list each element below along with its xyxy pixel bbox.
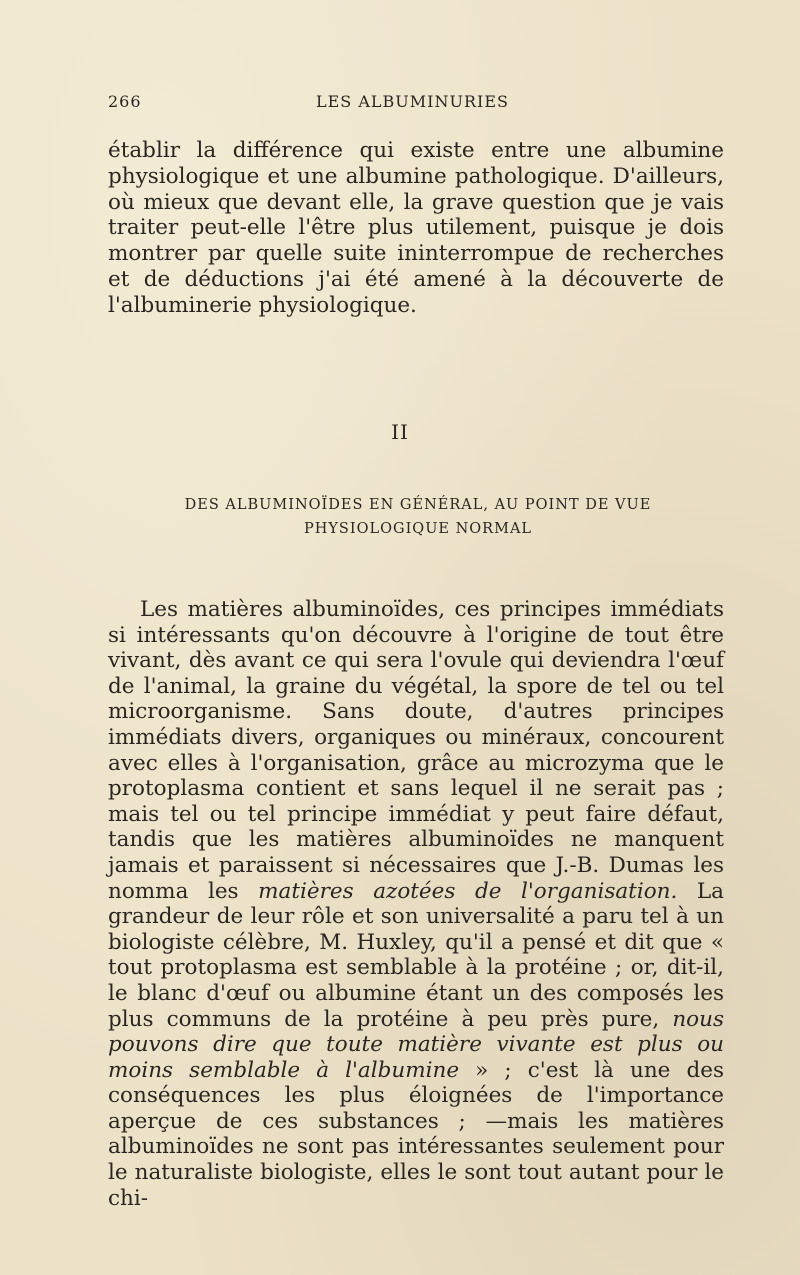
body-text-part-3: » ; c'est là une des conséquences les plus éloignées de l'importance aperçue de ces substances ; —mais les matières albuminoïdes ne sont pas intéressantes seulement pour le naturaliste biologiste, elles le sont tout autant pour le chi- bbox=[108, 1057, 724, 1211]
intro-paragraph bbox=[108, 138, 724, 319]
section-title-line-2: PHYSIOLOGIQUE NORMAL bbox=[303, 521, 533, 537]
section-title-line-1: DES ALBUMINOÏDES EN GÉNÉRAL, AU POINT DE VUE bbox=[184, 497, 652, 513]
running-title: LES ALBUMINURIES bbox=[316, 92, 509, 111]
section-title bbox=[108, 493, 728, 541]
body-italic-2: nous pouvons dire que toute matière vivante est plus ou moins semblable à l'albumine bbox=[108, 1006, 724, 1083]
body-paragraph bbox=[108, 597, 724, 1211]
page-header bbox=[108, 92, 728, 116]
body-italic-1: matières azotées de l'organisation. bbox=[258, 878, 678, 904]
section-number: II bbox=[391, 420, 409, 444]
body-text bbox=[108, 597, 724, 1211]
intro-text: établir la différence qui existe entre une albumine physiologique et une albumine pathologique. D'ailleurs, où mieux que devant elle, la grave question que je vais traiter peut-elle l'être plus utilement, puisque je dois montrer par quelle suite ininterrompue de recherches et de déductions j'ai été amené à la découverte de l'albuminerie physiologique. bbox=[108, 138, 724, 318]
body-text-part-2: La grandeur de leur rôle et son universalité a paru tel à un biologiste célèbre, M. Huxley, qu'il a pensé et dit que « tout protoplasma est semblable à la protéine ; or, dit-il, le blanc d'œuf ou albumine étant un des composés les plus communs de la protéine à peu près pure, bbox=[108, 878, 725, 1032]
body-text-part-1: Les matières albuminoïdes, ces principes immédiats si intéressants qu'on découvre à l'origine de tout être vivant, dès avant ce qui sera l'ovule qui deviendra l'œuf de l'animal, la graine du végétal, la spore de tel ou tel microorganisme. Sans doute, d'autres principes immédiats divers, organiques ou minéraux, concourent avec elles à l'organisation, grâce au microzyma que le protoplasma contient et sans lequel il ne serait pas ; mais tel ou tel principe immédiat y peut faire défaut, tandis que les matières albuminoïdes ne manquent jamais et paraissent si nécessaires que J.-B. Dumas les nomma les bbox=[108, 597, 724, 904]
page-number: 266 bbox=[108, 92, 142, 111]
